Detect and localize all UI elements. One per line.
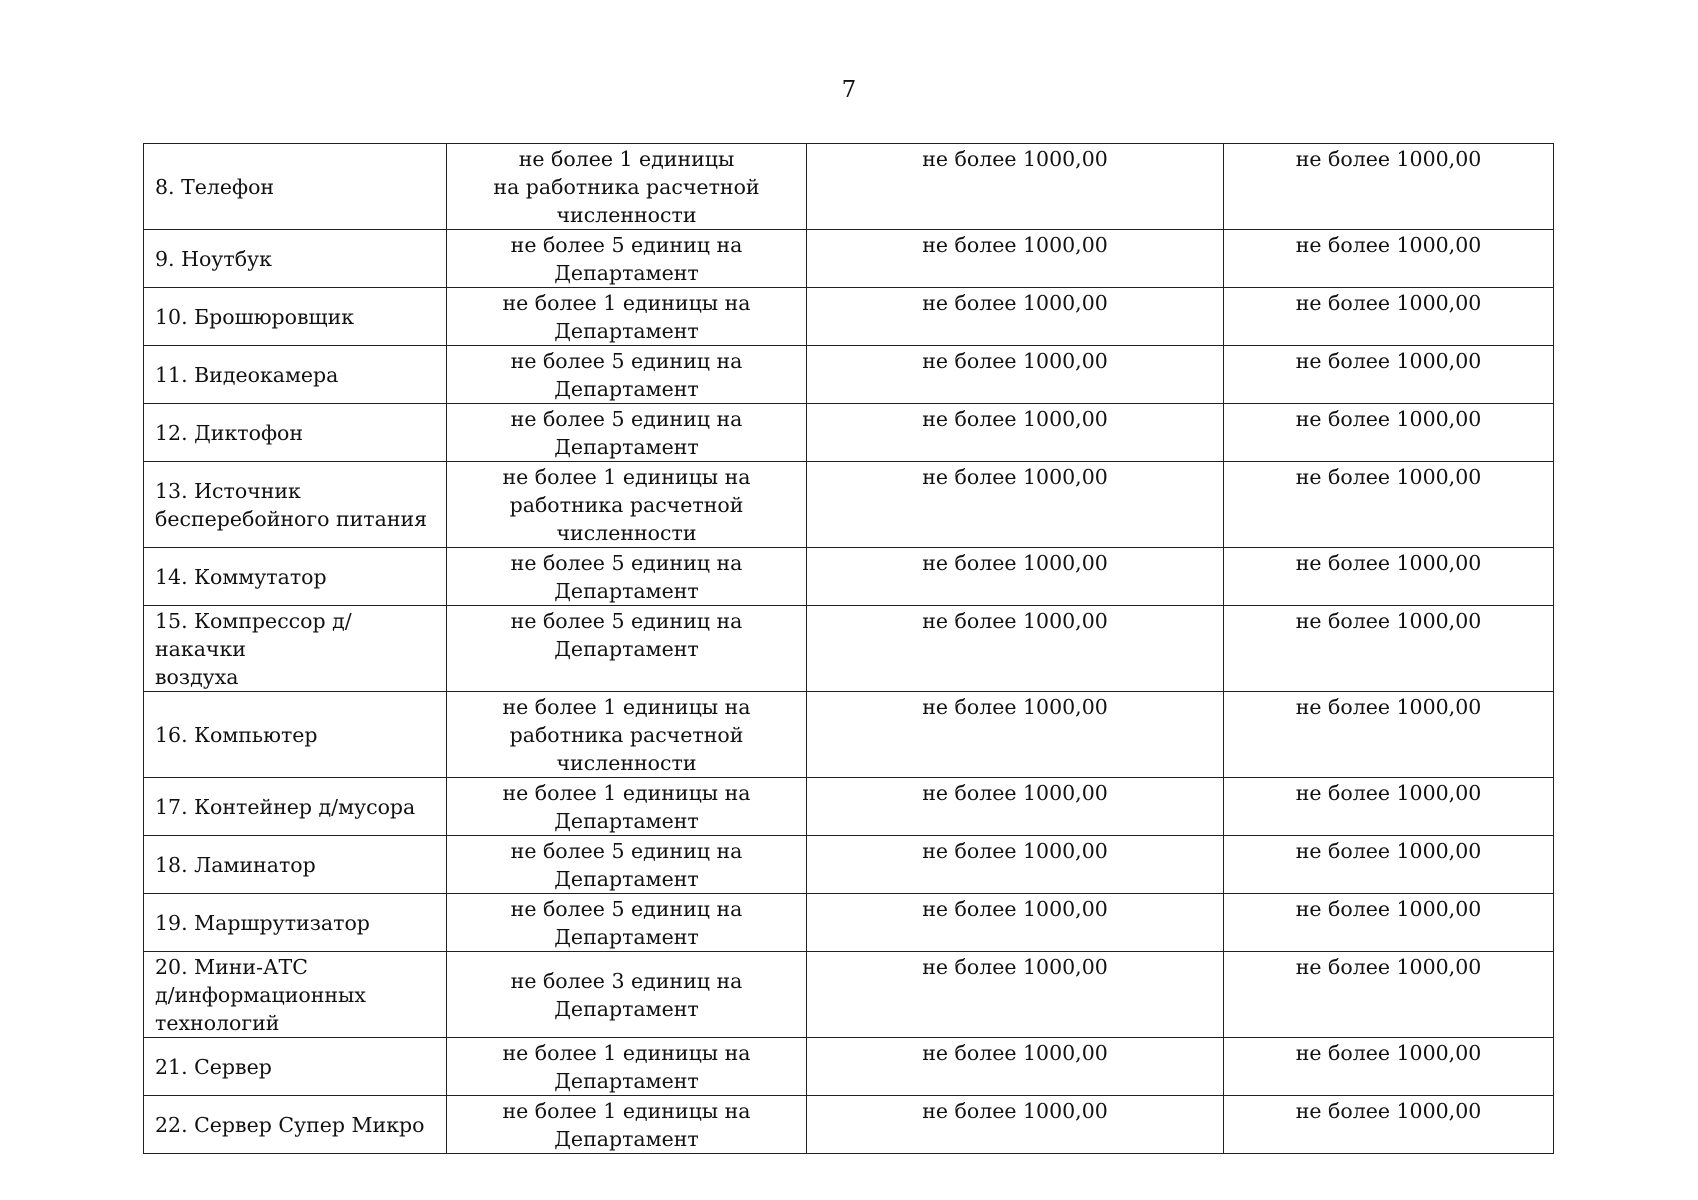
item-name-cell <box>144 404 447 462</box>
price-limit-cell <box>807 462 1224 548</box>
item-name-cell <box>144 288 447 346</box>
price-limit-cell <box>807 346 1224 404</box>
table-row <box>144 230 1554 288</box>
item-name-cell <box>144 778 447 836</box>
table-row <box>144 606 1554 692</box>
item-name-text: 21. Сервер <box>155 1055 272 1079</box>
item-name-cell <box>144 230 447 288</box>
item-name-text: 9. Ноутбук <box>155 247 272 271</box>
price-limit-text: не более 1000,00 <box>922 695 1108 719</box>
item-name-cell <box>144 346 447 404</box>
price-limit-text: не более 1000,00 <box>922 349 1108 373</box>
item-name-text: 8. Телефон <box>155 175 275 199</box>
table-row <box>144 404 1554 462</box>
quantity-norm-text: не более 5 единиц на Департамент <box>510 407 743 459</box>
item-name-text: 19. Маршрутизатор <box>155 911 370 935</box>
quantity-norm-cell <box>447 404 807 462</box>
item-name-cell <box>144 952 447 1038</box>
quantity-norm-text: не более 5 единиц на Департамент <box>510 233 743 285</box>
price-limit-cell <box>1224 144 1554 230</box>
quantity-norm-text: не более 5 единиц на Департамент <box>510 609 743 661</box>
item-name-text: 15. Компрессор д/накачки воздуха <box>155 609 352 689</box>
quantity-norm-text: не более 1 единицы на Департамент <box>502 1041 751 1093</box>
norms-table-body <box>144 144 1554 1154</box>
price-limit-text: не более 1000,00 <box>922 233 1108 257</box>
price-limit-text: не более 1000,00 <box>922 1099 1108 1123</box>
table-row <box>144 1096 1554 1154</box>
price-limit-text: не более 1000,00 <box>922 291 1108 315</box>
quantity-norm-text: не более 5 единиц на Департамент <box>510 551 743 603</box>
price-limit-cell <box>807 1096 1224 1154</box>
quantity-norm-cell <box>447 894 807 952</box>
price-limit-text: не более 1000,00 <box>922 1041 1108 1065</box>
price-limit-text: не более 1000,00 <box>1295 781 1482 805</box>
price-limit-text: не более 1000,00 <box>1295 349 1482 373</box>
price-limit-text: не более 1000,00 <box>922 147 1108 171</box>
price-limit-text: не более 1000,00 <box>1295 839 1482 863</box>
table-row <box>144 952 1554 1038</box>
quantity-norm-cell <box>447 952 807 1038</box>
price-limit-cell <box>1224 230 1554 288</box>
price-limit-text: не более 1000,00 <box>1295 291 1482 315</box>
quantity-norm-cell <box>447 1096 807 1154</box>
price-limit-text: не более 1000,00 <box>1295 1099 1482 1123</box>
quantity-norm-text: не более 5 единиц на Департамент <box>510 349 743 401</box>
price-limit-cell <box>807 692 1224 778</box>
page-number: 7 <box>841 77 857 103</box>
quantity-norm-text: не более 5 единиц на Департамент <box>510 839 743 891</box>
quantity-norm-cell <box>447 288 807 346</box>
price-limit-cell <box>807 778 1224 836</box>
price-limit-text: не более 1000,00 <box>922 609 1108 633</box>
price-limit-cell <box>807 230 1224 288</box>
quantity-norm-text: не более 1 единицы на Департамент <box>502 291 751 343</box>
item-name-cell <box>144 144 447 230</box>
quantity-norm-text: не более 1 единицы на работника расчетной численности <box>493 147 760 227</box>
quantity-norm-cell <box>447 346 807 404</box>
item-name-cell <box>144 606 447 692</box>
item-name-text: 12. Диктофон <box>155 421 303 445</box>
norms-table <box>143 143 1554 1154</box>
price-limit-text: не более 1000,00 <box>1295 407 1482 431</box>
price-limit-cell <box>807 548 1224 606</box>
item-name-text: 10. Брошюровщик <box>155 305 355 329</box>
item-name-cell <box>144 548 447 606</box>
price-limit-text: не более 1000,00 <box>1295 465 1482 489</box>
price-limit-text: не более 1000,00 <box>922 897 1108 921</box>
quantity-norm-cell <box>447 836 807 894</box>
quantity-norm-text: не более 1 единицы на Департамент <box>502 781 751 833</box>
table-row <box>144 1038 1554 1096</box>
quantity-norm-cell <box>447 1038 807 1096</box>
table-row <box>144 894 1554 952</box>
price-limit-text: не более 1000,00 <box>1295 233 1482 257</box>
item-name-text: 11. Видеокамера <box>155 363 339 387</box>
table-row <box>144 778 1554 836</box>
price-limit-cell <box>807 836 1224 894</box>
price-limit-cell <box>1224 894 1554 952</box>
price-limit-text: не более 1000,00 <box>1295 1041 1482 1065</box>
item-name-cell <box>144 692 447 778</box>
table-row <box>144 346 1554 404</box>
price-limit-text: не более 1000,00 <box>922 839 1108 863</box>
price-limit-text: не более 1000,00 <box>1295 695 1482 719</box>
price-limit-text: не более 1000,00 <box>1295 147 1482 171</box>
quantity-norm-cell <box>447 548 807 606</box>
price-limit-cell <box>807 894 1224 952</box>
quantity-norm-cell <box>447 462 807 548</box>
quantity-norm-text: не более 1 единицы на Департамент <box>502 1099 751 1151</box>
item-name-cell <box>144 894 447 952</box>
price-limit-cell <box>807 404 1224 462</box>
price-limit-cell <box>807 952 1224 1038</box>
price-limit-cell <box>1224 346 1554 404</box>
item-name-text: 16. Компьютер <box>155 723 318 747</box>
price-limit-cell <box>1224 548 1554 606</box>
item-name-cell <box>144 1096 447 1154</box>
quantity-norm-cell <box>447 606 807 692</box>
price-limit-cell <box>807 144 1224 230</box>
quantity-norm-text: не более 5 единиц на Департамент <box>510 897 743 949</box>
price-limit-text: не более 1000,00 <box>922 551 1108 575</box>
price-limit-cell <box>807 606 1224 692</box>
table-row <box>144 548 1554 606</box>
table-row <box>144 288 1554 346</box>
price-limit-cell <box>1224 288 1554 346</box>
price-limit-text: не более 1000,00 <box>1295 551 1482 575</box>
quantity-norm-cell <box>447 778 807 836</box>
price-limit-cell <box>807 1038 1224 1096</box>
item-name-cell <box>144 1038 447 1096</box>
price-limit-text: не более 1000,00 <box>922 781 1108 805</box>
price-limit-cell <box>1224 462 1554 548</box>
price-limit-text: не более 1000,00 <box>922 465 1108 489</box>
price-limit-cell <box>1224 404 1554 462</box>
item-name-text: 20. Мини-АТС д/информационных технологий <box>155 955 366 1035</box>
item-name-text: 17. Контейнер д/мусора <box>155 795 416 819</box>
price-limit-cell <box>1224 606 1554 692</box>
quantity-norm-cell <box>447 230 807 288</box>
table-row <box>144 462 1554 548</box>
price-limit-cell <box>807 288 1224 346</box>
price-limit-cell <box>1224 692 1554 778</box>
quantity-norm-text: не более 3 единиц на Департамент <box>510 969 743 1021</box>
table-row <box>144 692 1554 778</box>
quantity-norm-cell <box>447 692 807 778</box>
item-name-text: 14. Коммутатор <box>155 565 327 589</box>
quantity-norm-text: не более 1 единицы на работника расчетной численности <box>502 465 751 545</box>
item-name-cell <box>144 462 447 548</box>
table-row <box>144 144 1554 230</box>
price-limit-text: не более 1000,00 <box>1295 955 1482 979</box>
price-limit-cell <box>1224 1096 1554 1154</box>
price-limit-text: не более 1000,00 <box>922 407 1108 431</box>
price-limit-cell <box>1224 836 1554 894</box>
price-limit-text: не более 1000,00 <box>922 955 1108 979</box>
price-limit-cell <box>1224 778 1554 836</box>
quantity-norm-cell <box>447 144 807 230</box>
quantity-norm-text: не более 1 единицы на работника расчетной численности <box>502 695 751 775</box>
price-limit-text: не более 1000,00 <box>1295 609 1482 633</box>
price-limit-cell <box>1224 952 1554 1038</box>
price-limit-cell <box>1224 1038 1554 1096</box>
table-row <box>144 836 1554 894</box>
price-limit-text: не более 1000,00 <box>1295 897 1482 921</box>
item-name-text: 18. Ламинатор <box>155 853 316 877</box>
item-name-cell <box>144 836 447 894</box>
item-name-text: 13. Источник бесперебойного питания <box>155 479 428 531</box>
item-name-text: 22. Сервер Супер Микро <box>155 1113 425 1137</box>
